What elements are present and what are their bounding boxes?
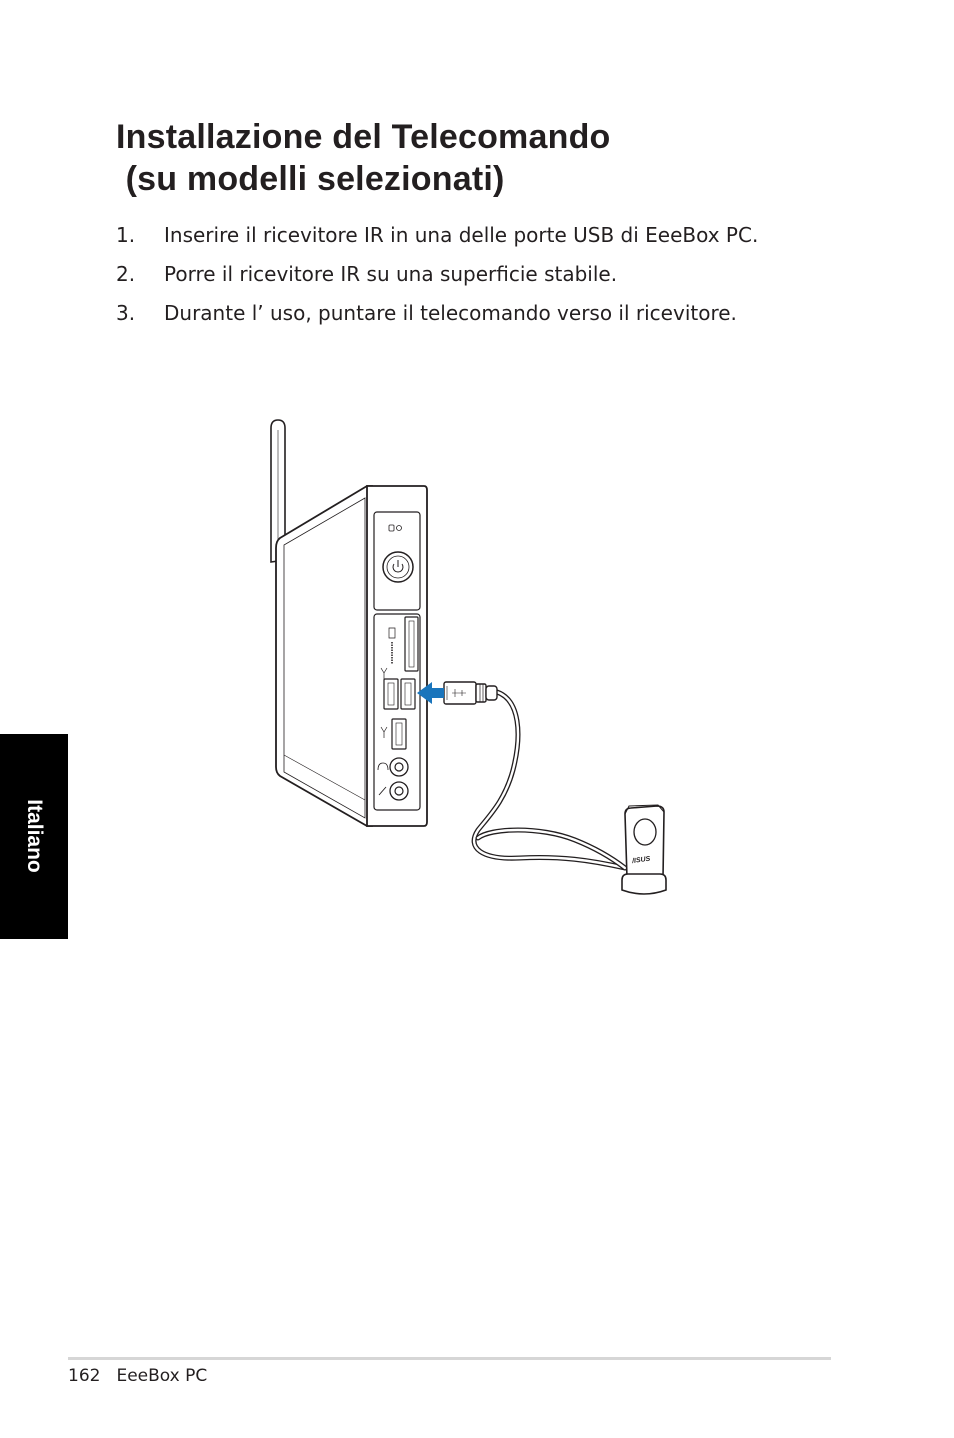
page-number: 162 (68, 1366, 101, 1386)
step-text: Inserire il ricevitore IR in una delle porte USB di EeeBox PC. (164, 223, 759, 247)
page-title-line-2: (su modelli selezionati) (116, 160, 505, 198)
step-item (116, 298, 758, 337)
step-number: 2. (116, 262, 136, 286)
eeebox-pc-icon (276, 486, 427, 826)
step-text: Durante l’ uso, puntare il telecomando verso il ricevitore. (164, 301, 737, 325)
ir-receiver-installation-illustration (250, 410, 690, 910)
step-number: 3. (116, 301, 136, 325)
page-title-line-1: Installazione del Telecomando (116, 118, 611, 156)
svg-text:/ISUS: /ISUS (631, 855, 651, 866)
step-number: 1. (116, 223, 136, 247)
step-text: Porre il ricevitore IR su una superficie stabile. (164, 262, 618, 286)
ir-receiver-icon (622, 805, 666, 894)
usb-plug-icon (444, 682, 497, 704)
page-footer (68, 1366, 207, 1386)
footer-product-name: EeeBox PC (116, 1366, 208, 1386)
instruction-steps (116, 220, 758, 337)
language-label: Italiano (23, 799, 46, 873)
step-item (116, 259, 758, 298)
page-title (116, 116, 611, 200)
language-side-tab (0, 734, 68, 939)
usb-cable (474, 692, 625, 868)
footer-divider (68, 1357, 831, 1360)
step-item (116, 220, 758, 259)
